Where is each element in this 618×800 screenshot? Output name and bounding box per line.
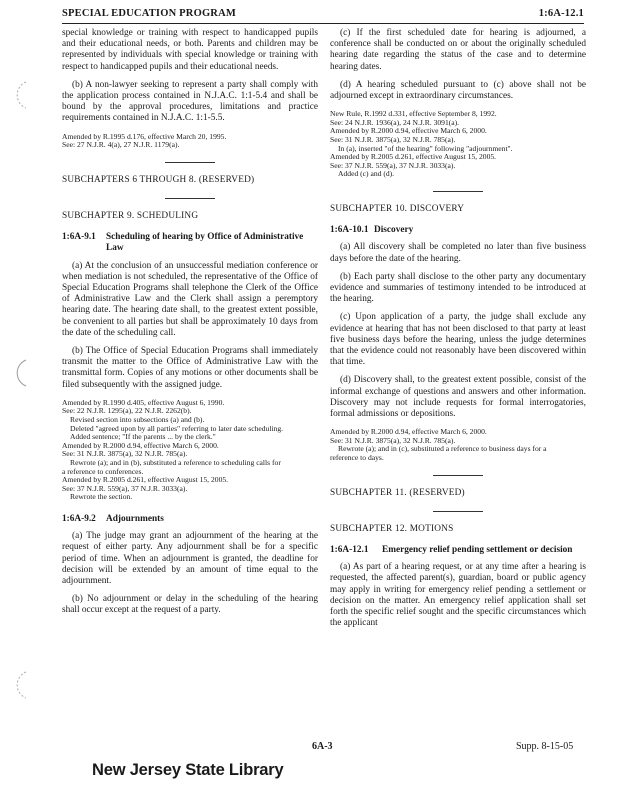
punch-hole-icon [0,78,30,112]
section-divider [433,475,483,476]
paragraph: (a) The judge may grant an adjournment of the hearing at the request of either party. Any adjournment shall be for a specific period of time. When an adjournment is granted, the deadline for decision will be extended by an amount of time equal to the adjournment. [62,531,318,586]
history-line: Amended by R.1995 d.176, effective March 20, 1995. [62,131,227,141]
history-line: See: 37 N.J.R. 559(a), 37 N.J.R. 3033(a). [330,160,456,170]
history-line: Amended by R.2000 d.94, effective March 6, 2000. [330,427,487,437]
paragraph: (a) At the conclusion of an unsuccessful mediation conference or when mediation is not scheduled, the representative of the Office of Special Education Programs shall telephone the Clerk of the Office of Administrative Law and the Clerk shall assign a peremptory hearing date. The hearing date shall, to the greatest extent possible, be convenient to all parties but shall be approximately 10 days from the date of the scheduling call. [62,260,318,338]
subchapter-heading: SUBCHAPTER 11. (RESERVED) [330,487,465,498]
right-column [330,28,586,636]
page-number: 6A-3 [312,741,333,752]
history-line: Amended by R.1990 d.405, effective August 6, 1990. [62,397,225,407]
punch-hole-icon [0,356,30,390]
history-line: Revised section into subsections (a) and (b). [70,415,205,425]
history-line: See: 31 N.J.R. 3875(a), 32 N.J.R. 785(a). [330,135,456,144]
paragraph: (b) No adjournment or delay in the scheduling of the hearing shall occur except at the request of a party. [62,594,318,616]
section-heading [62,514,318,525]
section-divider [165,162,215,163]
section-number: 1:6A-10.1 [330,225,369,236]
history-line: See: 24 N.J.R. 1936(a), 24 N.J.R. 3091(a). [330,117,460,127]
section-title: Emergency relief pending settlement or decision [382,545,573,555]
section-number: 1:6A-12.1 [330,545,369,555]
history-line: Added (c) and (d). [338,169,395,179]
subchapter-heading: SUBCHAPTER 10. DISCOVERY [330,203,465,214]
section-number: 1:6A-9.2 [62,513,96,524]
paragraph: (d) A hearing scheduled pursuant to (c) above shall not be adjourned except in extraordinary circumstances. [330,79,586,102]
history-line: Amended by R.2000 d.94, effective March 6, 2000. [62,440,219,450]
left-column [62,28,318,624]
history-line: New Rule, R.1992 d.331, effective September 8, 1992. [330,109,497,119]
paragraph: (d) Discovery shall, to the greatest extent possible, consist of the informal exchange of questions and answers and other information. Discovery may not include requests for formal interrogatories, formal admissions or depositions. [330,375,586,420]
section-title: Adjournments [106,513,164,524]
history-line: Deleted "agreed upon by all parties" referring to later date scheduling. [70,423,284,433]
amendment-history [62,399,318,502]
paragraph: (c) Upon application of a party, the judge shall exclude any evidence at hearing that has not been disclosed to that party at least five business days before the hearing, unless the judge determines that the evidence could not reasonably have been discovered within that time. [330,312,586,368]
section-divider [433,191,483,192]
punch-hole-icon [0,668,30,702]
section-divider [433,511,483,512]
history-line: reference to days. [330,453,384,462]
history-line: In (a), inserted "of the hearing" following "adjournment". [338,143,513,153]
history-line: Rewrote (a); and in (c), substituted a reference to business days for a [338,444,547,454]
paragraph: (b) Each party shall disclose to the other party any documentary evidence and summaries of testimony intended to be introduced at the hearing. [330,271,586,305]
paragraph: (a) As part of a hearing request, or at any time after a hearing is requested, the affected parent(s), guardian, board or public agency may apply in writing for emergency relief pending a settlement or decision on the matter. An emergency relief application shall set forth the specific relief sought and the specific circumstances which the applicant [330,562,586,629]
header-rule [62,23,584,24]
section-title: Discovery [374,225,414,236]
history-line: Amended by R.2005 d.261, effective August 15, 2005. [330,152,497,162]
section-heading [62,232,318,254]
section-number: 1:6A-9.1 [62,232,96,243]
running-header [62,8,584,19]
section-heading [330,545,586,556]
history-line: Rewrote the section. [70,492,133,502]
amendment-history [62,133,318,150]
section-heading [330,225,586,236]
history-line: See: 37 N.J.R. 559(a), 37 N.J.R. 3033(a). [62,483,188,493]
subchapter-heading: SUBCHAPTER 9. SCHEDULING [62,211,199,222]
library-stamp: New Jersey State Library [92,761,284,779]
history-line: See: 31 N.J.R. 3875(a), 32 N.J.R. 785(a). [330,435,456,445]
paragraph: (b) A non-lawyer seeking to represent a party shall comply with the application process contained in N.J.A.C. 1:1-5.4 and shall be bound by the approval procedures, limitations and practice requirements contained in N.J.A.C. 1:1-5.5. [62,79,318,124]
history-line: Added sentence; "If the parents ... by the clerk." [70,432,216,442]
subchapter-heading: SUBCHAPTERS 6 THROUGH 8. (RESERVED) [62,174,255,185]
history-line: Amended by R.2005 d.261, effective August 15, 2005. [62,475,229,485]
supplement-date: Supp. 8-15-05 [516,741,574,752]
history-line: See: 22 N.J.R. 1295(a), 22 N.J.R. 2262(b). [62,406,192,416]
section-title: Scheduling of hearing by Office of Administrative Law [106,232,304,254]
section-divider [165,198,215,199]
paragraph: (c) If the first scheduled date for hearing is adjourned, a conference shall be conducted on or about the originally scheduled hearing date regarding the status of the case and to determine hearing dates. [330,28,586,72]
history-line: a reference to conferences. [62,466,144,476]
subchapter-heading: SUBCHAPTER 12. MOTIONS [330,523,454,534]
amendment-history [330,428,586,462]
paragraph: (a) All discovery shall be completed no later than five business days before the date of the hearing. [330,242,586,264]
amendment-history [330,110,586,179]
header-section-number: 1:6A-12.1 [538,8,584,19]
history-line: Rewrote (a); and in (b), substituted a reference to scheduling calls for [70,458,281,468]
paragraph: (b) The Office of Special Education Programs shall immediately transmit the matter to the Office of Administrative Law with the transmittal form. Copies of any motions or other documents shall be filed subsequently with the assigned judge. [62,346,318,390]
history-line: See: 31 N.J.R. 3875(a), 32 N.J.R. 785(a). [62,449,188,459]
history-line: See: 27 N.J.R. 4(a), 27 N.J.R. 1179(a). [62,140,180,150]
header-title: SPECIAL EDUCATION PROGRAM [62,8,236,19]
paragraph: special knowledge or training with respect to handicapped pupils and their educational needs, or both. Parents and children may be represented by individuals with special knowledge or training with respect to handicapped pupils and their educational needs. [62,28,318,72]
history-line: Amended by R.2000 d.94, effective March 6, 2000. [330,126,487,136]
